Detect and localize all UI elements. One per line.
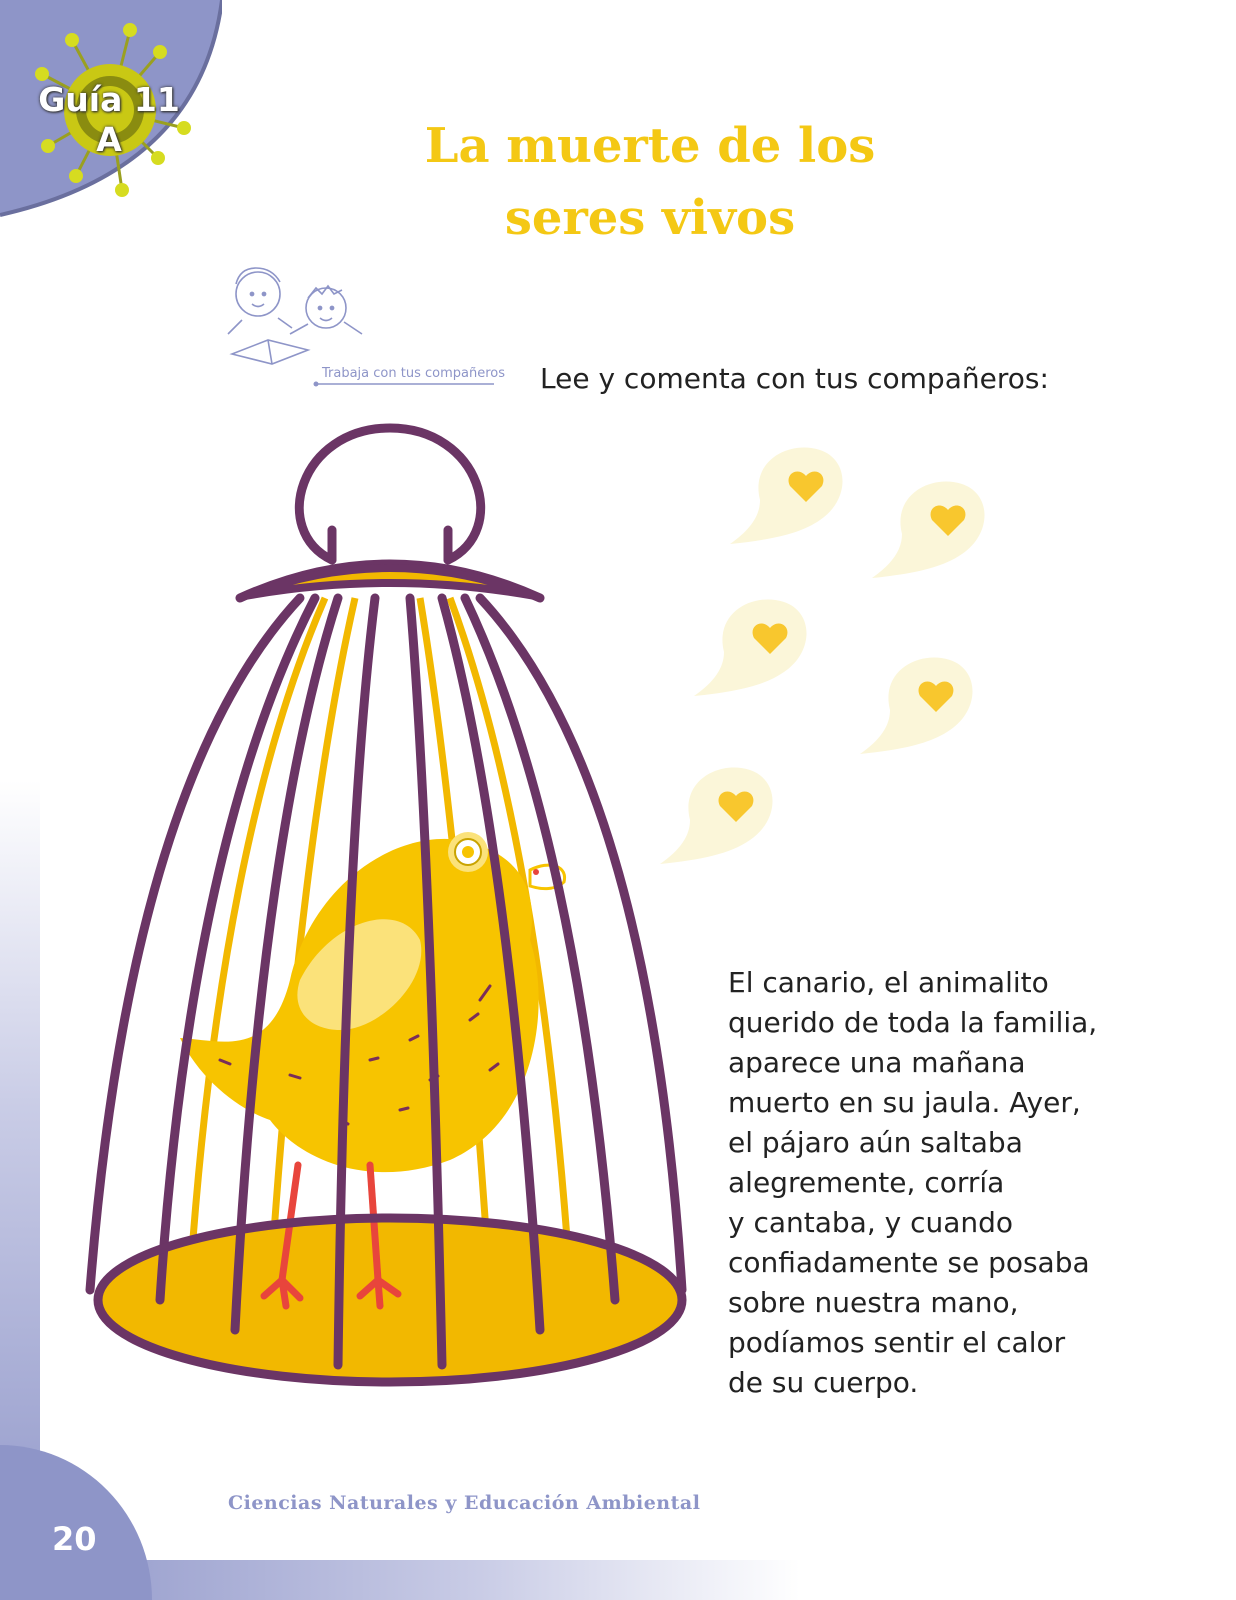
- story-line: el pájaro aún saltaba: [728, 1126, 1023, 1159]
- book-subject-footer: Ciencias Naturales y Educación Ambiental: [228, 1492, 701, 1514]
- story-line: confiadamente se posaba: [728, 1246, 1090, 1279]
- guide-badge: [0, 0, 222, 222]
- page-title: [380, 110, 920, 254]
- page-number: 20: [52, 1520, 97, 1558]
- story-line: alegremente, corría: [728, 1166, 1005, 1199]
- story-line: muerto en su jaula. Ayer,: [728, 1086, 1081, 1119]
- birdcage-illustration: [70, 420, 710, 1410]
- story-line: y cantaba, y cuando: [728, 1206, 1014, 1239]
- heart-bubble-icon: [872, 481, 985, 578]
- story-line: querido de toda la familia,: [728, 1006, 1098, 1039]
- guide-number: Guía 11: [38, 80, 180, 119]
- guide-label: [34, 80, 184, 160]
- story-line: podíamos sentir el calor: [728, 1326, 1066, 1359]
- instruction-text: Lee y comenta con tus compañeros:: [540, 362, 1049, 395]
- title-line-1: La muerte de los: [424, 118, 876, 174]
- teamwork-label: Trabaja con tus compañeros: [322, 366, 505, 381]
- heart-bubble-icon: [694, 599, 807, 696]
- title-line-2: seres vivos: [504, 190, 796, 246]
- story-line: El canario, el animalito: [728, 966, 1049, 999]
- story-paragraph: [728, 963, 1108, 1403]
- heart-bubble-icon: [860, 657, 973, 754]
- guide-letter: A: [96, 120, 122, 159]
- story-line: aparece una mañana: [728, 1046, 1026, 1079]
- story-line: sobre nuestra mano,: [728, 1286, 1019, 1319]
- story-line: de su cuerpo.: [728, 1366, 919, 1399]
- heart-bubble-icon: [730, 447, 843, 544]
